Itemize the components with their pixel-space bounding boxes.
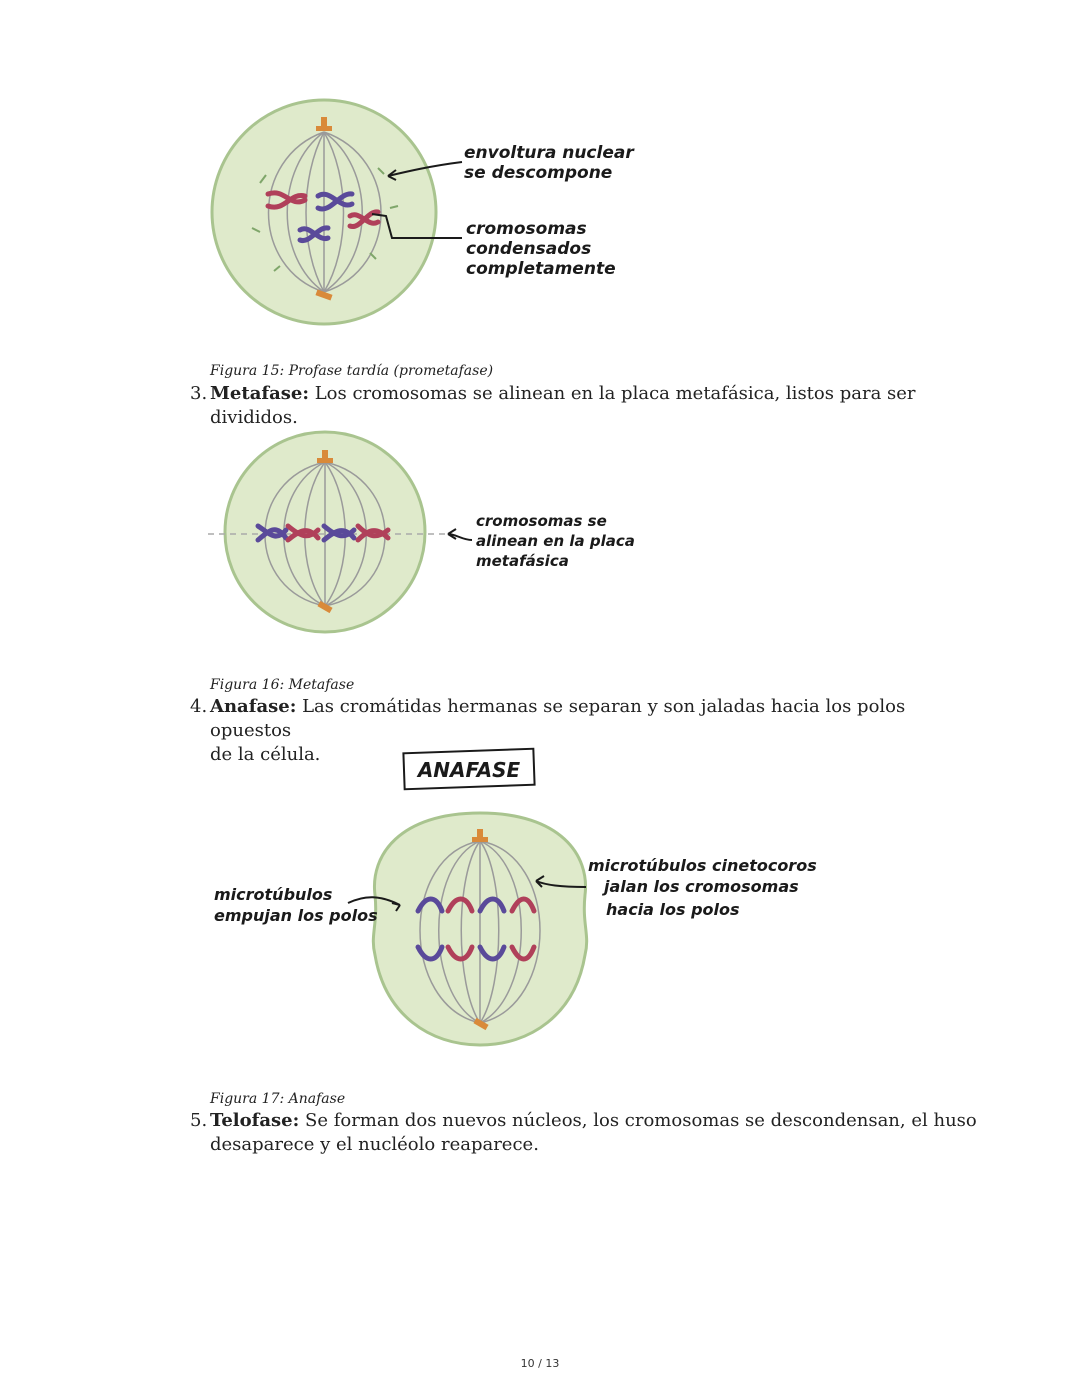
list-item-telofase [190,1109,990,1157]
list-term: Anafase: [210,696,297,717]
metaphase-diagram [200,430,640,640]
figure-17 [200,745,820,1055]
label-chromosomes-1: cromosomas [466,219,587,239]
anafase-title: ANAFASE [417,758,521,782]
prometaphase-diagram [200,88,640,328]
label-chromosomes-2: condensados [466,239,592,259]
anaphase-diagram [200,745,820,1055]
label-push-poles-2: empujan los polos [214,906,378,925]
page-number: 10 / 13 [520,1357,560,1370]
list-number: 5. [190,1110,208,1131]
figure-16 [200,430,640,640]
list-text-cont: de la célula. [210,744,321,765]
list-item-metafase [190,382,970,430]
list-text: Las cromátidas hermanas se separan y son jaladas hacia los polos opuestos [210,696,906,741]
list-number: 3. [190,383,208,404]
label-chromosomes-3: completamente [466,259,616,279]
label-kinetochore-2: jalan los cromosomas [604,877,799,896]
label-nuclear-envelope-2: se descompone [464,163,613,183]
figure-17-caption: Figura 17: Anafase [210,1091,346,1107]
list-text: Los cromosomas se alinean en la placa metafásica, listos para ser [309,383,916,404]
label-push-poles-1: microtúbulos [214,885,333,904]
label-align-2: alinean en la placa [476,532,635,550]
figure-15-caption: Figura 15: Profase tardía (prometafase) [210,363,494,379]
list-term: Metafase: [210,383,309,404]
label-align-3: metafásica [476,552,569,570]
label-kinetochore-3: hacia los polos [606,900,740,919]
list-text-cont: desaparece y el nucléolo reaparece. [210,1134,539,1155]
figure-15 [200,88,640,328]
list-text: Se forman dos nuevos núcleos, los cromosomas se descondensan, el huso [299,1110,977,1131]
label-align-1: cromosomas se [476,512,607,530]
label-arrow [448,529,472,540]
figure-16-caption: Figura 16: Metafase [210,677,355,693]
anafase-title-box [403,749,534,790]
list-term: Telofase: [210,1110,300,1131]
label-nuclear-envelope-1: envoltura nuclear [464,143,634,163]
list-number: 4. [190,696,208,717]
list-text-cont: divididos. [210,407,298,428]
label-kinetochore-1: microtúbulos cinetocoros [588,856,817,875]
